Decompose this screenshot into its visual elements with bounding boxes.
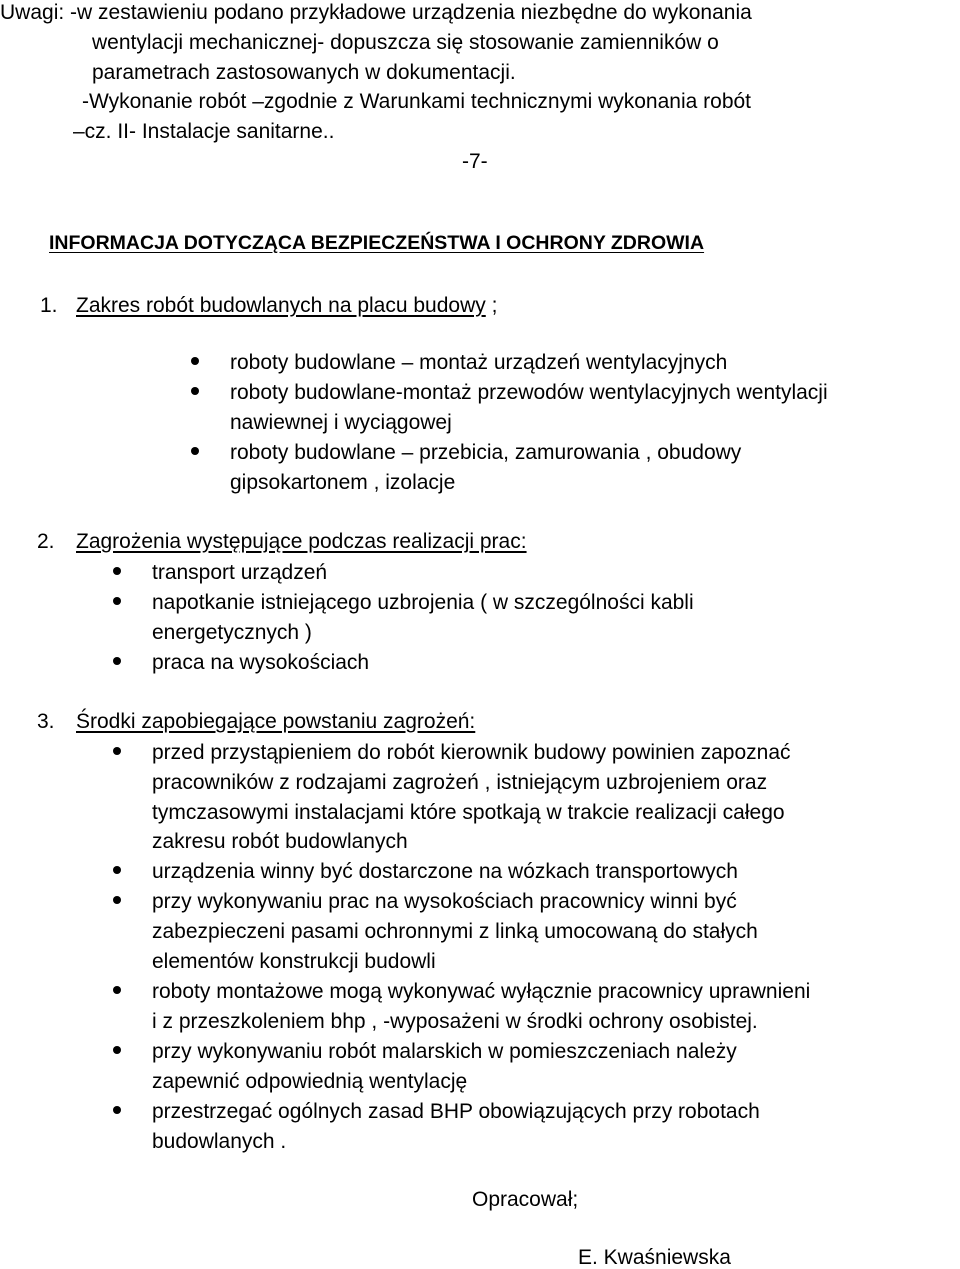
section-2-title: Zagrożenia występujące podczas realizacji prac: bbox=[76, 530, 527, 553]
page-number: -7- bbox=[462, 150, 488, 173]
note-line-4: -Wykonanie robót –zgodnie z Warunkami technicznymi wykonania robót bbox=[82, 90, 752, 113]
note-line-3: parametrach zastosowanych w dokumentacji. bbox=[92, 61, 516, 84]
signature-label: Opracował; bbox=[472, 1188, 579, 1211]
bullet-icon bbox=[191, 447, 199, 455]
section-3-item-1-line-4: zakresu robót budowlanych bbox=[152, 830, 408, 853]
section-2-number: 2. bbox=[37, 530, 55, 553]
section-2-item-2-line-2: energetycznych ) bbox=[152, 621, 312, 644]
bullet-icon bbox=[113, 1046, 121, 1054]
bullet-icon bbox=[113, 657, 121, 665]
bullet-icon bbox=[113, 567, 121, 575]
signature-name: E. Kwaśniewska bbox=[578, 1246, 731, 1269]
section-3-item-1-line-3: tymczasowymi instalacjami które spotkają w trakcie realizacji całego bbox=[152, 801, 785, 824]
section-1-item-2-line-2: nawiewnej i wyciągowej bbox=[230, 411, 452, 434]
section-2-item-2-line-1: napotkanie istniejącego uzbrojenia ( w szczególności kabli bbox=[152, 591, 694, 614]
bullet-icon bbox=[113, 896, 121, 904]
bullet-icon bbox=[113, 747, 121, 755]
bullet-icon bbox=[113, 866, 121, 874]
section-2-item-3: praca na wysokościach bbox=[152, 651, 370, 674]
section-1-title: Zakres robót budowlanych na placu budowy bbox=[76, 294, 486, 317]
section-1-item-1: roboty budowlane – montaż urządzeń wentylacyjnych bbox=[230, 351, 728, 374]
section-3-item-5-line-1: przy wykonywaniu robót malarskich w pomieszczeniach należy bbox=[152, 1040, 737, 1063]
section-3-item-3-line-1: przy wykonywaniu prac na wysokościach pracownicy winni być bbox=[152, 890, 737, 913]
page-title: INFORMACJA DOTYCZĄCA BEZPIECZEŃSTWA I OCHRONY ZDROWIA bbox=[49, 232, 705, 254]
section-3-title: Środki zapobiegające powstaniu zagrożeń: bbox=[76, 710, 476, 733]
section-3-number: 3. bbox=[37, 710, 55, 733]
section-3-item-3-line-2: zabezpieczeni pasami ochronnymi z linką umocowaną do stałych bbox=[152, 920, 758, 943]
section-1-item-3-line-1: roboty budowlane – przebicia, zamurowania , obudowy bbox=[230, 441, 742, 464]
section-3-item-1-line-1: przed przystąpieniem do robót kierownik budowy powinien zapoznać bbox=[152, 741, 791, 764]
section-3-item-2: urządzenia winny być dostarczone na wózkach transportowych bbox=[152, 860, 738, 883]
section-3-item-4-line-1: roboty montażowe mogą wykonywać wyłącznie pracownicy uprawnieni bbox=[152, 980, 811, 1003]
bullet-icon bbox=[113, 597, 121, 605]
section-3-item-6-line-1: przestrzegać ogólnych zasad BHP obowiązujących przy robotach bbox=[152, 1100, 760, 1123]
section-3-item-5-line-2: zapewnić odpowiednią wentylację bbox=[152, 1070, 468, 1093]
section-1-item-3-line-2: gipsokartonem , izolacje bbox=[230, 471, 456, 494]
note-line-2: wentylacji mechanicznej- dopuszcza się stosowanie zamienników o bbox=[92, 31, 719, 54]
section-3-item-1-line-2: pracowników z rodzajami zagrożeń , istniejącym uzbrojeniem oraz bbox=[152, 771, 768, 794]
note-line-5: –cz. II- Instalacje sanitarne.. bbox=[73, 120, 335, 143]
section-3-item-3-line-3: elementów konstrukcji budowli bbox=[152, 950, 436, 973]
bullet-icon bbox=[191, 357, 199, 365]
section-1-suffix: ; bbox=[485, 294, 498, 317]
section-2-item-1: transport urządzeń bbox=[152, 561, 328, 584]
section-1-number: 1. bbox=[40, 294, 58, 317]
section-3-item-4-line-2: i z przeszkoleniem bhp , -wyposażeni w środki ochrony osobistej. bbox=[152, 1010, 758, 1033]
bullet-icon bbox=[191, 387, 199, 395]
section-1-heading bbox=[76, 295, 497, 316]
note-line-1: Uwagi: -w zestawieniu podano przykładowe urządzenia niezbędne do wykonania bbox=[0, 1, 752, 24]
bullet-icon bbox=[113, 986, 121, 994]
bullet-icon bbox=[113, 1106, 121, 1114]
section-1-item-2-line-1: roboty budowlane-montaż przewodów wentylacyjnych wentylacji bbox=[230, 381, 828, 404]
section-3-item-6-line-2: budowlanych . bbox=[152, 1130, 287, 1153]
